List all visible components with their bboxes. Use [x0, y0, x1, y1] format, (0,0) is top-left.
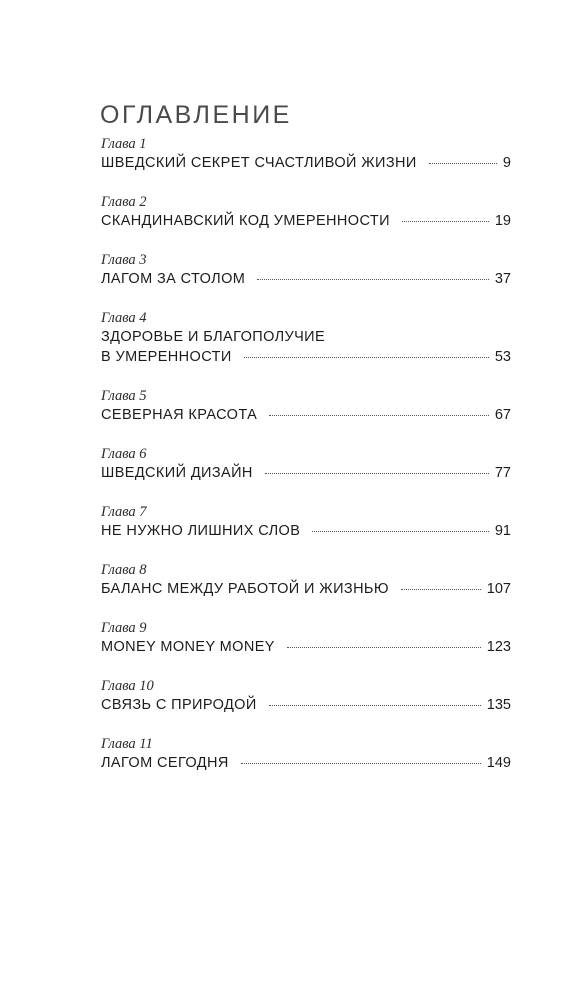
dot-leader [257, 279, 489, 280]
page-number: 37 [494, 271, 511, 287]
chapter-label: Глава 10 [101, 678, 154, 694]
dot-leader [244, 357, 489, 358]
chapter-label: Глава 7 [101, 504, 147, 520]
chapter-label: Глава 11 [101, 736, 153, 752]
page-number: 123 [486, 639, 511, 655]
toc-line [101, 753, 511, 773]
chapter-title: MONEY MONEY MONEY [101, 639, 275, 655]
toc-line [101, 579, 511, 599]
toc-line [101, 637, 511, 657]
toc-line [101, 405, 511, 425]
toc-entry-7[interactable] [101, 504, 511, 541]
table-of-contents [101, 136, 511, 794]
toc-entry-8[interactable] [101, 562, 511, 599]
chapter-label: Глава 9 [101, 620, 147, 636]
page-number: 67 [494, 407, 511, 423]
chapter-label: Глава 1 [101, 136, 147, 152]
toc-line [101, 269, 511, 289]
chapter-title: ШВЕДСКИЙ СЕКРЕТ СЧАСТЛИВОЙ ЖИЗНИ [101, 155, 417, 171]
toc-line [101, 211, 511, 231]
chapter-title: В УМЕРЕННОСТИ [101, 349, 232, 365]
dot-leader [402, 221, 489, 222]
chapter-label: Глава 2 [101, 194, 147, 210]
page-title: ОГЛАВЛЕНИЕ [100, 100, 292, 129]
dot-leader [241, 763, 481, 764]
toc-entry-4[interactable] [101, 310, 511, 367]
toc-entry-5[interactable] [101, 388, 511, 425]
chapter-title: ШВЕДСКИЙ ДИЗАЙН [101, 465, 253, 481]
toc-entry-1[interactable] [101, 136, 511, 173]
dot-leader [265, 473, 489, 474]
toc-entry-6[interactable] [101, 446, 511, 483]
page-number: 19 [494, 213, 511, 229]
chapter-title-line-1: ЗДОРОВЬЕ И БЛАГОПОЛУЧИЕ [101, 329, 326, 345]
dot-leader [287, 647, 481, 648]
dot-leader [429, 163, 497, 164]
dot-leader [312, 531, 489, 532]
chapter-title: СКАНДИНАВСКИЙ КОД УМЕРЕННОСТИ [101, 213, 390, 229]
chapter-title: БАЛАНС МЕЖДУ РАБОТОЙ И ЖИЗНЬЮ [101, 581, 389, 597]
chapter-title: ЛАГОМ ЗА СТОЛОМ [101, 271, 246, 287]
chapter-title: СЕВЕРНАЯ КРАСОТА [101, 407, 258, 423]
toc-entry-10[interactable] [101, 678, 511, 715]
page-number: 77 [494, 465, 511, 481]
chapter-label: Глава 5 [101, 388, 147, 404]
page-number: 149 [486, 755, 511, 771]
dot-leader [401, 589, 481, 590]
dot-leader [269, 415, 489, 416]
toc-entry-11[interactable] [101, 736, 511, 773]
toc-line [101, 153, 511, 173]
page-number: 107 [486, 581, 511, 597]
chapter-label: Глава 6 [101, 446, 147, 462]
toc-entry-3[interactable] [101, 252, 511, 289]
page-number: 91 [494, 523, 511, 539]
chapter-label: Глава 8 [101, 562, 147, 578]
chapter-title: НЕ НУЖНО ЛИШНИХ СЛОВ [101, 523, 301, 539]
chapter-label: Глава 4 [101, 310, 147, 326]
toc-line [101, 347, 511, 367]
chapter-label: Глава 3 [101, 252, 147, 268]
toc-entry-9[interactable] [101, 620, 511, 657]
dot-leader [269, 705, 481, 706]
page-number: 53 [494, 349, 511, 365]
page-number: 135 [486, 697, 511, 713]
toc-line [101, 521, 511, 541]
page-number: 9 [502, 155, 511, 171]
toc-line [101, 695, 511, 715]
chapter-title: ЛАГОМ СЕГОДНЯ [101, 755, 229, 771]
toc-line [101, 463, 511, 483]
chapter-title: СВЯЗЬ С ПРИРОДОЙ [101, 697, 257, 713]
toc-entry-2[interactable] [101, 194, 511, 231]
